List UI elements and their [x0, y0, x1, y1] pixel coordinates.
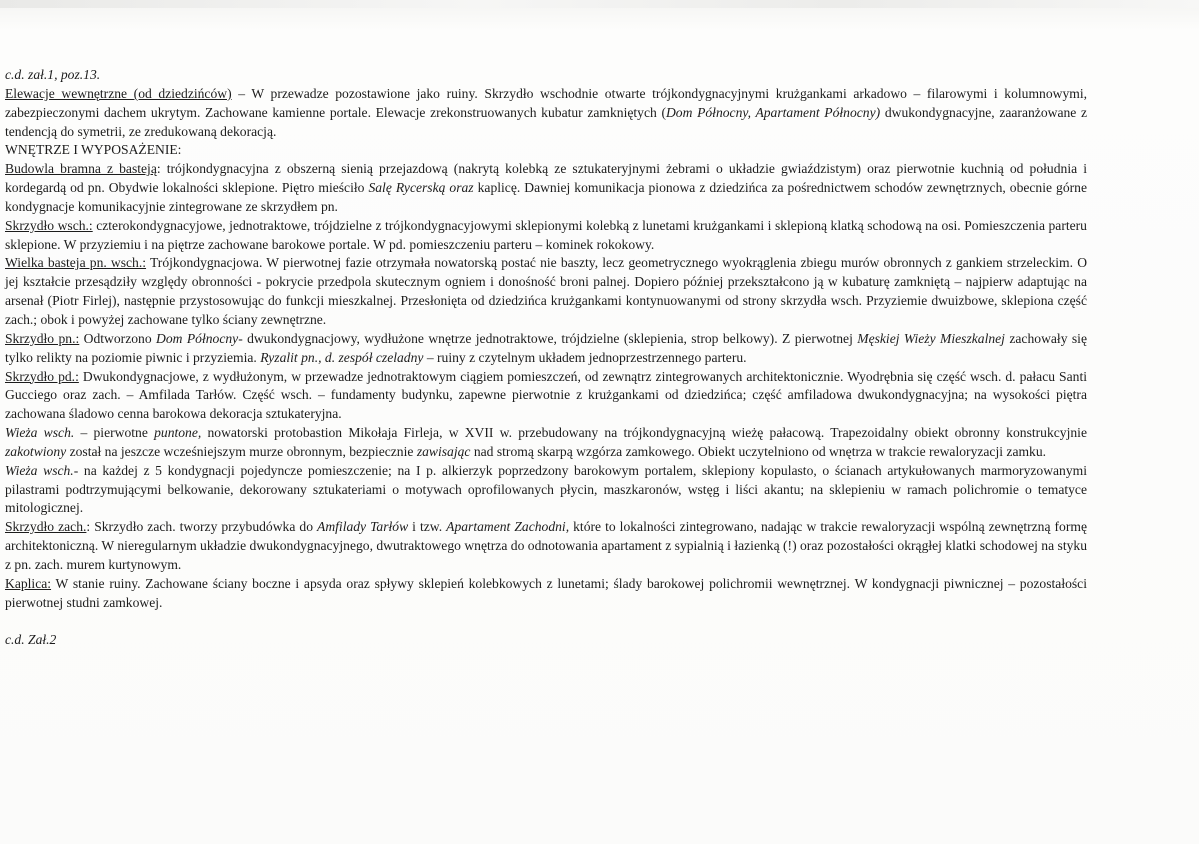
document-body	[5, 66, 1087, 650]
paragraph-skrzydlo-wsch	[5, 217, 1087, 255]
text: i tzw.	[408, 519, 447, 535]
text: które to lokalności zintegrowano, nadając w trakcie rewaloryzacji wspólną zewnętrzną formę architektoniczną. W nieregularnym układzie dwukondygnacyjnego, dwutraktowego wnętrza do odnotowania apartament z sypialnią i łazienką (!) oraz pozostałości okrągłej klatki schodowej na styku z pn. zach. murem kurtynowym.	[5, 519, 1087, 572]
paragraph-elewacje	[5, 85, 1087, 142]
heading-skrzydlo-pn: Skrzydło pn.:	[5, 330, 80, 346]
paragraph-skrzydlo-zach	[5, 518, 1087, 575]
italic-text: Apartament Zachodni,	[446, 519, 570, 535]
reference-top: c.d. zał.1, poz.13.	[5, 67, 101, 82]
italic-text: zawisając	[416, 443, 471, 459]
italic-text: Salę Rycerską oraz	[368, 180, 474, 196]
reference-bottom: c.d. Zał.2	[5, 632, 57, 648]
scan-top-edge	[0, 0, 1199, 8]
text: : Skrzydło zach. tworzy przybudówka do	[86, 519, 318, 535]
text: został na jeszcze wcześniejszym murze obronnym, bezpiecznie	[66, 443, 417, 459]
italic-text: puntone,	[154, 425, 202, 441]
paragraph-skrzydlo-pd	[5, 368, 1087, 425]
heading-wieza-2: Wieża wsch.	[5, 462, 74, 478]
text: Dwukondygnacjowe, z wydłużonym, w przewadze jednotraktowym ciągiem pomieszczeń, od zewnątrz zintegrowanych architektonicznie. Wyodrębnia się część wsch. d. pałacu Santi Gucciego oraz zach. – Amfilada Tarłów. Część wsch. – fundamenty budynku, zapewne pierwotnie z krużgankami od dziedzińca; część amfiladowa dwukondygnacyjna; na wysokości piętra zachowana śladowo cenna barokowa dekoracja sztukateryjna.	[5, 368, 1087, 422]
paragraph-wieza-2	[5, 462, 1087, 519]
section-title: WNĘTRZE I WYPOSAŻENIE:	[5, 142, 182, 158]
text: – pierwotne	[74, 425, 155, 441]
text: – W przewadze pozostawione jako ruiny. Skrzydło wschodnie otwarte trójkondygnacyjnymi krużgankami arkadowo – filarowymi i kolumnowymi, zabezpieczonymi dachem ukrytym. Zachowane kamienne portale. Elewacje zrekonstruowanych kubatur zamkniętych (	[5, 85, 1088, 120]
paragraph-skrzydlo-pn	[5, 330, 1087, 368]
text: : trójkondygnacyjna z obszerną sienią przejazdową (nakrytą kolebką ze sztukateryjnymi żebrami o układzie gwiaździstym) oraz pierwotnie kuchnią od południa i kordegardą od pn. Obydwie lokalności sklepione. Piętro mieściło	[5, 161, 1087, 196]
text: kaplicę. Dawniej komunikacja pionowa z dziedzińca za pośrednictwem schodów zewnętrznych, obecnie górne kondygnacje komunikacyjnie zintegrowane ze skrzydłem pn.	[5, 180, 1087, 214]
paragraph-budowla	[5, 160, 1087, 217]
text: nad stromą skarpą wzgórza zamkowego. Obiekt uczytelniono od wnętrza w trakcie rewaloryzacji zamku.	[470, 443, 1047, 459]
italic-text: Ryzalit pn., d. zespół czeladny	[260, 349, 424, 365]
heading-elewacje: Elewacje wewnętrzne (od dziedzińców)	[5, 85, 232, 101]
text: Odtworzono	[79, 330, 157, 346]
text: – ruiny z czytelnym układem jednoprzestrzennego parteru.	[423, 349, 747, 365]
heading-skrzydlo-zach: Skrzydło zach.	[5, 519, 87, 535]
italic-text: Męskiej Wieży Mieszkalnej	[857, 330, 1005, 346]
spacer	[5, 612, 1087, 631]
paragraph-wielka-basteja	[5, 254, 1087, 329]
italic-text: Dom Północny-	[156, 330, 243, 346]
heading-skrzydlo-pd: Skrzydło pd.:	[5, 368, 79, 384]
text: zachowały się tylko relikty na poziomie piwnic i przyziemia.	[5, 330, 1087, 365]
text: Trójkondygnacjowa. W pierwotnej fazie otrzymała nowatorską postać nie baszty, lecz geometrycznego wyokrąglenia zbiegu murów obronnych z gankiem strzeleckim. O jej kształcie przesądziły względy obronności - pokrycie przedpola skutecznym ogniem i donośność broni palnej. Dopiero później przekształcono ją w kubaturę zamkniętą – najpierw adaptując na arsenał (Piotr Firlej), następnie przystosowując do funkcji mieszkalnej. Przesłonięta od dziedzińca krużgankami kontynuowanymi od strony skrzydła wsch. Przyziemie dwuizbowe, sklepiona część zach.; obok i powyżej zachowane tylko ściany zewnętrzne.	[5, 255, 1088, 327]
italic-text: Amfilady Tarłów	[317, 519, 409, 535]
paragraph-kaplica	[5, 575, 1087, 613]
heading-wielka-basteja: Wielka basteja pn. wsch.:	[5, 255, 147, 271]
text: W stanie ruiny. Zachowane ściany boczne i apsyda oraz spływy sklepień kolebkowych z lunetami; ślady barokowej polichromii wewnętrznej. W kondygnacji piwnicznej – pozostałości pierwotnej studni zamkowej.	[5, 575, 1087, 610]
heading-budowla: Budowla bramna z basteją	[5, 161, 157, 177]
text: nowatorski protobastion Mikołaja Firleja, w XVII w. przebudowany na trójkondygnacyjną wieżę pałacową. Trapezoidalny obiekt obronny konstrukcyjnie	[201, 425, 1087, 441]
paragraph-wieza-1	[5, 424, 1087, 462]
text: - na każdej z 5 kondygnacji pojedyncze pomieszczenie; na I p. alkierzyk poprzedzony barokowym portalem, sklepiony kopulasto, o ścianach artykułowanych marmoryzowanymi pilastrami podtrzymującymi belkowanie, dekorowany sztukateriami o motywach oprofilowanych płycin, maszkaronów, wstęg i liści akantu; na sklepieniu w ramach polichromie o tematyce mitologicznej.	[5, 462, 1087, 516]
text: dwukondygnacyjne, zaaranżowane z tendencją do symetrii, ze zredukowaną dekoracją.	[5, 104, 1087, 139]
heading-kaplica: Kaplica:	[5, 575, 52, 591]
heading-skrzydlo-wsch: Skrzydło wsch.:	[5, 217, 93, 233]
italic-text: zakotwiony	[5, 443, 67, 459]
italic-text: Dom Północny, Apartament Północny)	[665, 104, 881, 120]
text: dwukondygnacjowy, wydłużone wnętrze jednotraktowe, trójdzielne (sklepienia, strop belkowy). Z pierwotnej	[242, 330, 858, 346]
text: czterokondygnacyjowe, jednotraktowe, trójdzielne z trójkondygnacyjowymi sklepionymi kolebką z lunetami krużgankami i sklepioną klatką schodową na osi. Pomieszczenia parteru sklepione. W przyziemiu i na piętrze zachowane barokowe portale. W pd. pomieszczeniu parteru – kominek rokokowy.	[5, 217, 1087, 252]
heading-wieza-1: Wieża wsch.	[5, 425, 75, 441]
